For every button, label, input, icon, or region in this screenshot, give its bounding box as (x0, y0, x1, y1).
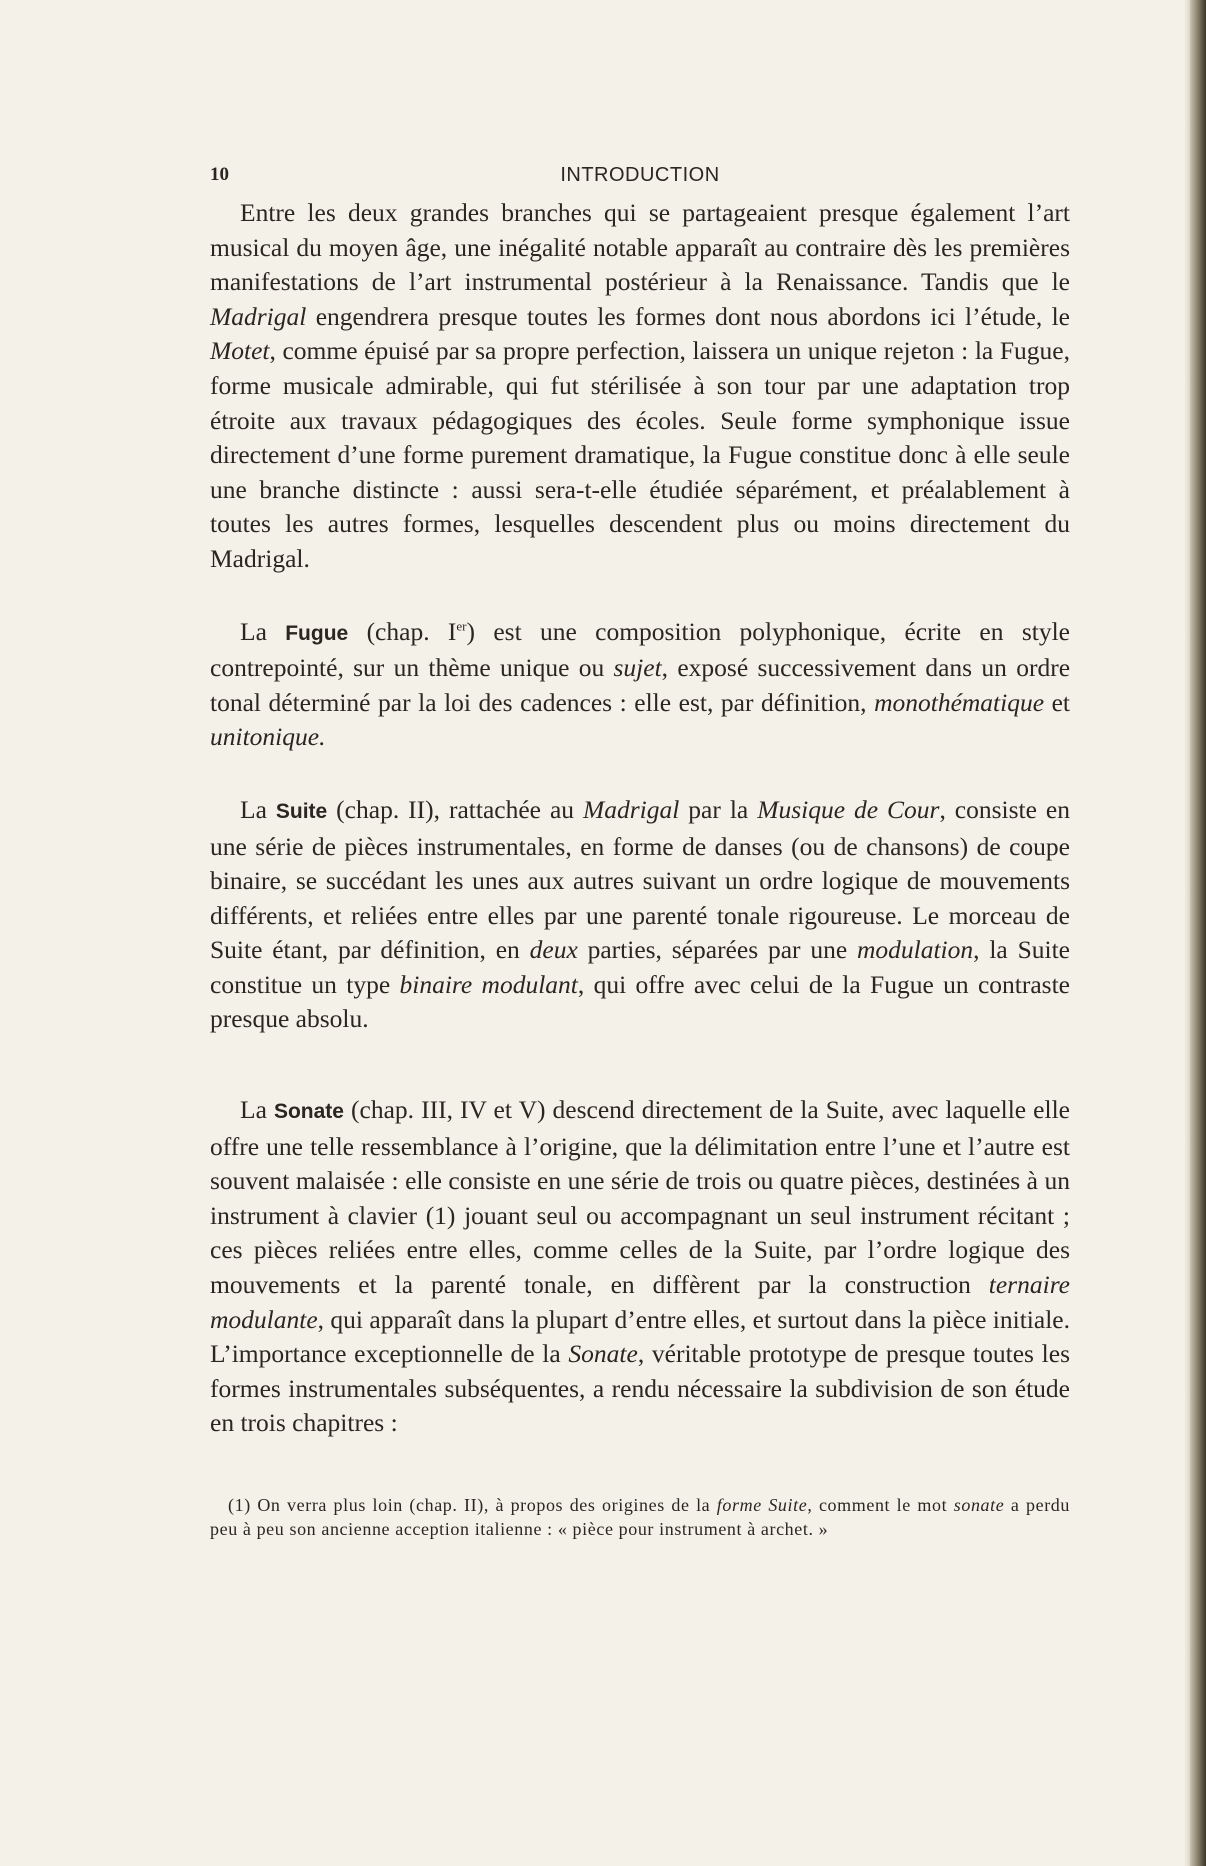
italic-term: binaire modulant (399, 969, 578, 999)
italic-term: sonate (953, 1495, 1005, 1515)
italic-term: Madrigal (582, 794, 680, 824)
italic-term: Sonate (568, 1339, 638, 1369)
superscript: er (456, 618, 467, 634)
italic-term: Madrigal (210, 301, 307, 331)
footnote (210, 1493, 1070, 1541)
italic-term: Motet (210, 336, 270, 366)
text-run: (chap. I (348, 616, 457, 646)
paragraph-intro (210, 196, 1070, 577)
text-run: La (240, 1095, 274, 1125)
section-lead-term: Sonate (273, 1100, 344, 1124)
text-run: , qui offre avec celui de la Fugue un contraste presque absolu. (210, 969, 1070, 1034)
book-page (210, 160, 1070, 1541)
paragraph-sonate (210, 1093, 1070, 1441)
text-run: , exposé successivement dans un ordre tonal déterminé par la loi des cadences : elle est, par définition, (210, 653, 1071, 717)
text-run: La (240, 616, 286, 646)
text-run: parties, séparées par une (577, 935, 857, 965)
italic-term: monothématique (874, 687, 1045, 717)
text-run: (1) On verra plus loin (chap. II), à propos des origines de la (228, 1495, 717, 1515)
text-run: , consiste en une série de pièces instrumentales, en forme de danses (ou de chansons) de coupe binaire, se succédant les unes aux autres suivant un ordre logique de mouvements différents, et reliées entre elles par une parenté tonale rigoureuse. Le morceau de Suite étant, par définition, en (210, 794, 1070, 965)
italic-term: Musique de Cour (757, 794, 940, 824)
book-spine (1190, 0, 1206, 1866)
italic-term: forme Suite (716, 1495, 808, 1515)
text-run: Entre les deux grandes branches qui se partageaient presque également l’art musical du moyen âge, une inégalité notable apparaît au contraire dès les premières manifestations de l’art instrumental postérieur à la Renaissance. Tandis que le (210, 198, 1070, 297)
italic-term: unitonique. (210, 722, 326, 752)
text-run: La (240, 794, 276, 824)
italic-term: deux (529, 935, 578, 965)
text-run: engendrera presque toutes les formes dont nous abordons ici l’étude, le (306, 301, 1070, 331)
text-run: et (1044, 687, 1070, 717)
page-number: 10 (210, 164, 229, 185)
text-run: , comme épuisé par sa propre perfection, laissera un unique rejeton : la Fugue, forme musicale admirable, qui fut stérilisée à son tour par une adaptation trop étroite aux travaux pédagogiques des écoles. Seule forme symphonique issue directement d’une forme purement dramatique, la Fugue constitue donc à elle seule une branche distincte : aussi sera-t-elle étudiée séparément, et préalablement à toutes les autres formes, lesquelles descendent plus ou moins directement du Madrigal. (210, 336, 1070, 573)
text-run: ) est une composition polyphonique, écrite en style contrepointé, sur un thème unique ou (210, 616, 1070, 683)
text-run: (chap. II), rattachée au (327, 794, 583, 824)
italic-term: sujet (613, 653, 662, 683)
running-title: INTRODUCTION (560, 164, 720, 186)
text-run: , qui apparaît dans la plupart d’entre elles, et surtout dans la pièce initiale. L’importance exceptionnelle de la (210, 1304, 1070, 1369)
paragraph-suite (210, 793, 1070, 1037)
text-run: a perdu peu à peu son ancienne acception italienne : « pièce pour instrument à archet. » (210, 1495, 1070, 1539)
section-lead-term: Fugue (285, 621, 349, 645)
text-run: par la (679, 794, 758, 824)
paragraph-fugue (210, 615, 1070, 755)
italic-term: modulation (856, 935, 974, 965)
running-head (210, 160, 1070, 196)
section-lead-term: Suite (275, 799, 328, 823)
italic-term: ternaire modulante (210, 1270, 1070, 1334)
text-run: , comment le mot (807, 1495, 954, 1515)
text-run: , la Suite constitue un type (210, 935, 1070, 999)
text-run: (chap. III, IV et V) descend directement de la Suite, avec laquelle elle offre une telle ressemblance à l’origine, que la délimitation entre l’une et l’autre est souvent malaisée : elle consiste en une série de trois ou quatre pièces, destinées à un instrument à clavier (1) jouant seul ou accompagnant un seul instrument récitant ; ces pièces reliées entre elles, comme celles de la Suite, par l’ordre logique des mouvements et la parenté tonale, en diffèrent par la construction (210, 1095, 1070, 1300)
text-run: , véritable prototype de presque toutes les formes instrumentales subséquentes, a rendu nécessaire la subdivision de son étude en trois chapitres : (210, 1339, 1070, 1438)
